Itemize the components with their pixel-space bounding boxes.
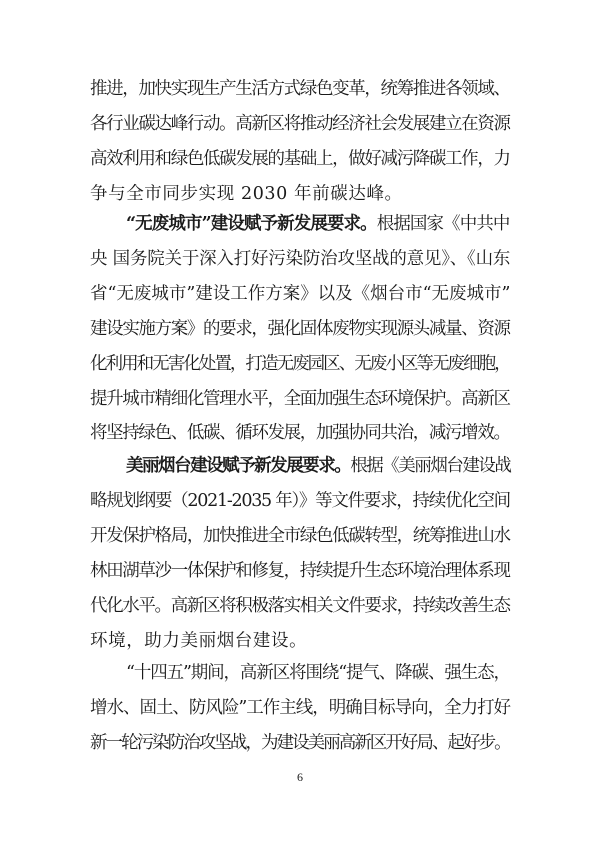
text-line: 增水、固土、防风险”工作主线，明确目标导向，全力打好 [90, 698, 511, 718]
section-heading: “无废城市”建设赋予新发展要求。 [126, 214, 377, 234]
text-line: 各行业碳达峰行动。高新区将推动经济社会发展建立在资源 [90, 114, 510, 134]
text-line: 高效利用和绿色低碳发展的基础上，做好减污降碳工作，力 [90, 149, 510, 169]
text-line: 省“无废城市”建设工作方案》以及《烟台市“无废城市” [90, 284, 511, 304]
text-line: 将坚持绿色、低碳、循环发展，加强协同共治，减污增效。 [90, 423, 510, 443]
paragraph-heading-line: “无废城市”建设赋予新发展要求。根据国家《中共中 [126, 214, 510, 234]
text-line: 林田湖草沙一体保护和修复，持续提升生态环境治理体系现 [90, 561, 510, 581]
text-line: 争与全市同步实现 2030 年前碳达峰。 [90, 184, 403, 204]
text-line: 代化水平。高新区将积极落实相关文件要求，持续改善生态 [90, 596, 510, 616]
text-line: 略规划纲要（2021-2035 年）》等文件要求，持续优化空间 [90, 491, 510, 511]
text-line: 新一轮污染防治攻坚战，为建设美丽高新区开好局、起好步。 [90, 733, 510, 753]
section-heading: 美丽烟台建设赋予新发展要求。 [126, 456, 351, 476]
text-line: 开发保护格局，加快推进全市绿色低碳转型，统筹推进山水 [90, 526, 510, 546]
text-line: 化利用和无害化处置，打造无废园区、无废小区等无废细胞， [90, 354, 510, 374]
paragraph-heading-line: 美丽烟台建设赋予新发展要求。根据《美丽烟台建设战 [126, 456, 511, 476]
text-line: 建设实施方案》的要求，强化固体废物实现源头减量、资源 [90, 319, 510, 339]
text-line: 推进，加快实现生产生活方式绿色变革，统筹推进各领域、 [90, 79, 510, 99]
page-number: 6 [297, 770, 303, 784]
text-line: 提升城市精细化管理水平，全面加强生态环境保护。高新区 [90, 389, 510, 409]
text-line: 央 国务院关于深入打好污染防治攻坚战的意见》、《山东 [90, 249, 511, 269]
paragraph-first-line: “十四五”期间，高新区将围绕“提气、降碳、强生态， [126, 663, 510, 683]
text-line: 环境，助力美丽烟台建设。 [90, 631, 308, 651]
